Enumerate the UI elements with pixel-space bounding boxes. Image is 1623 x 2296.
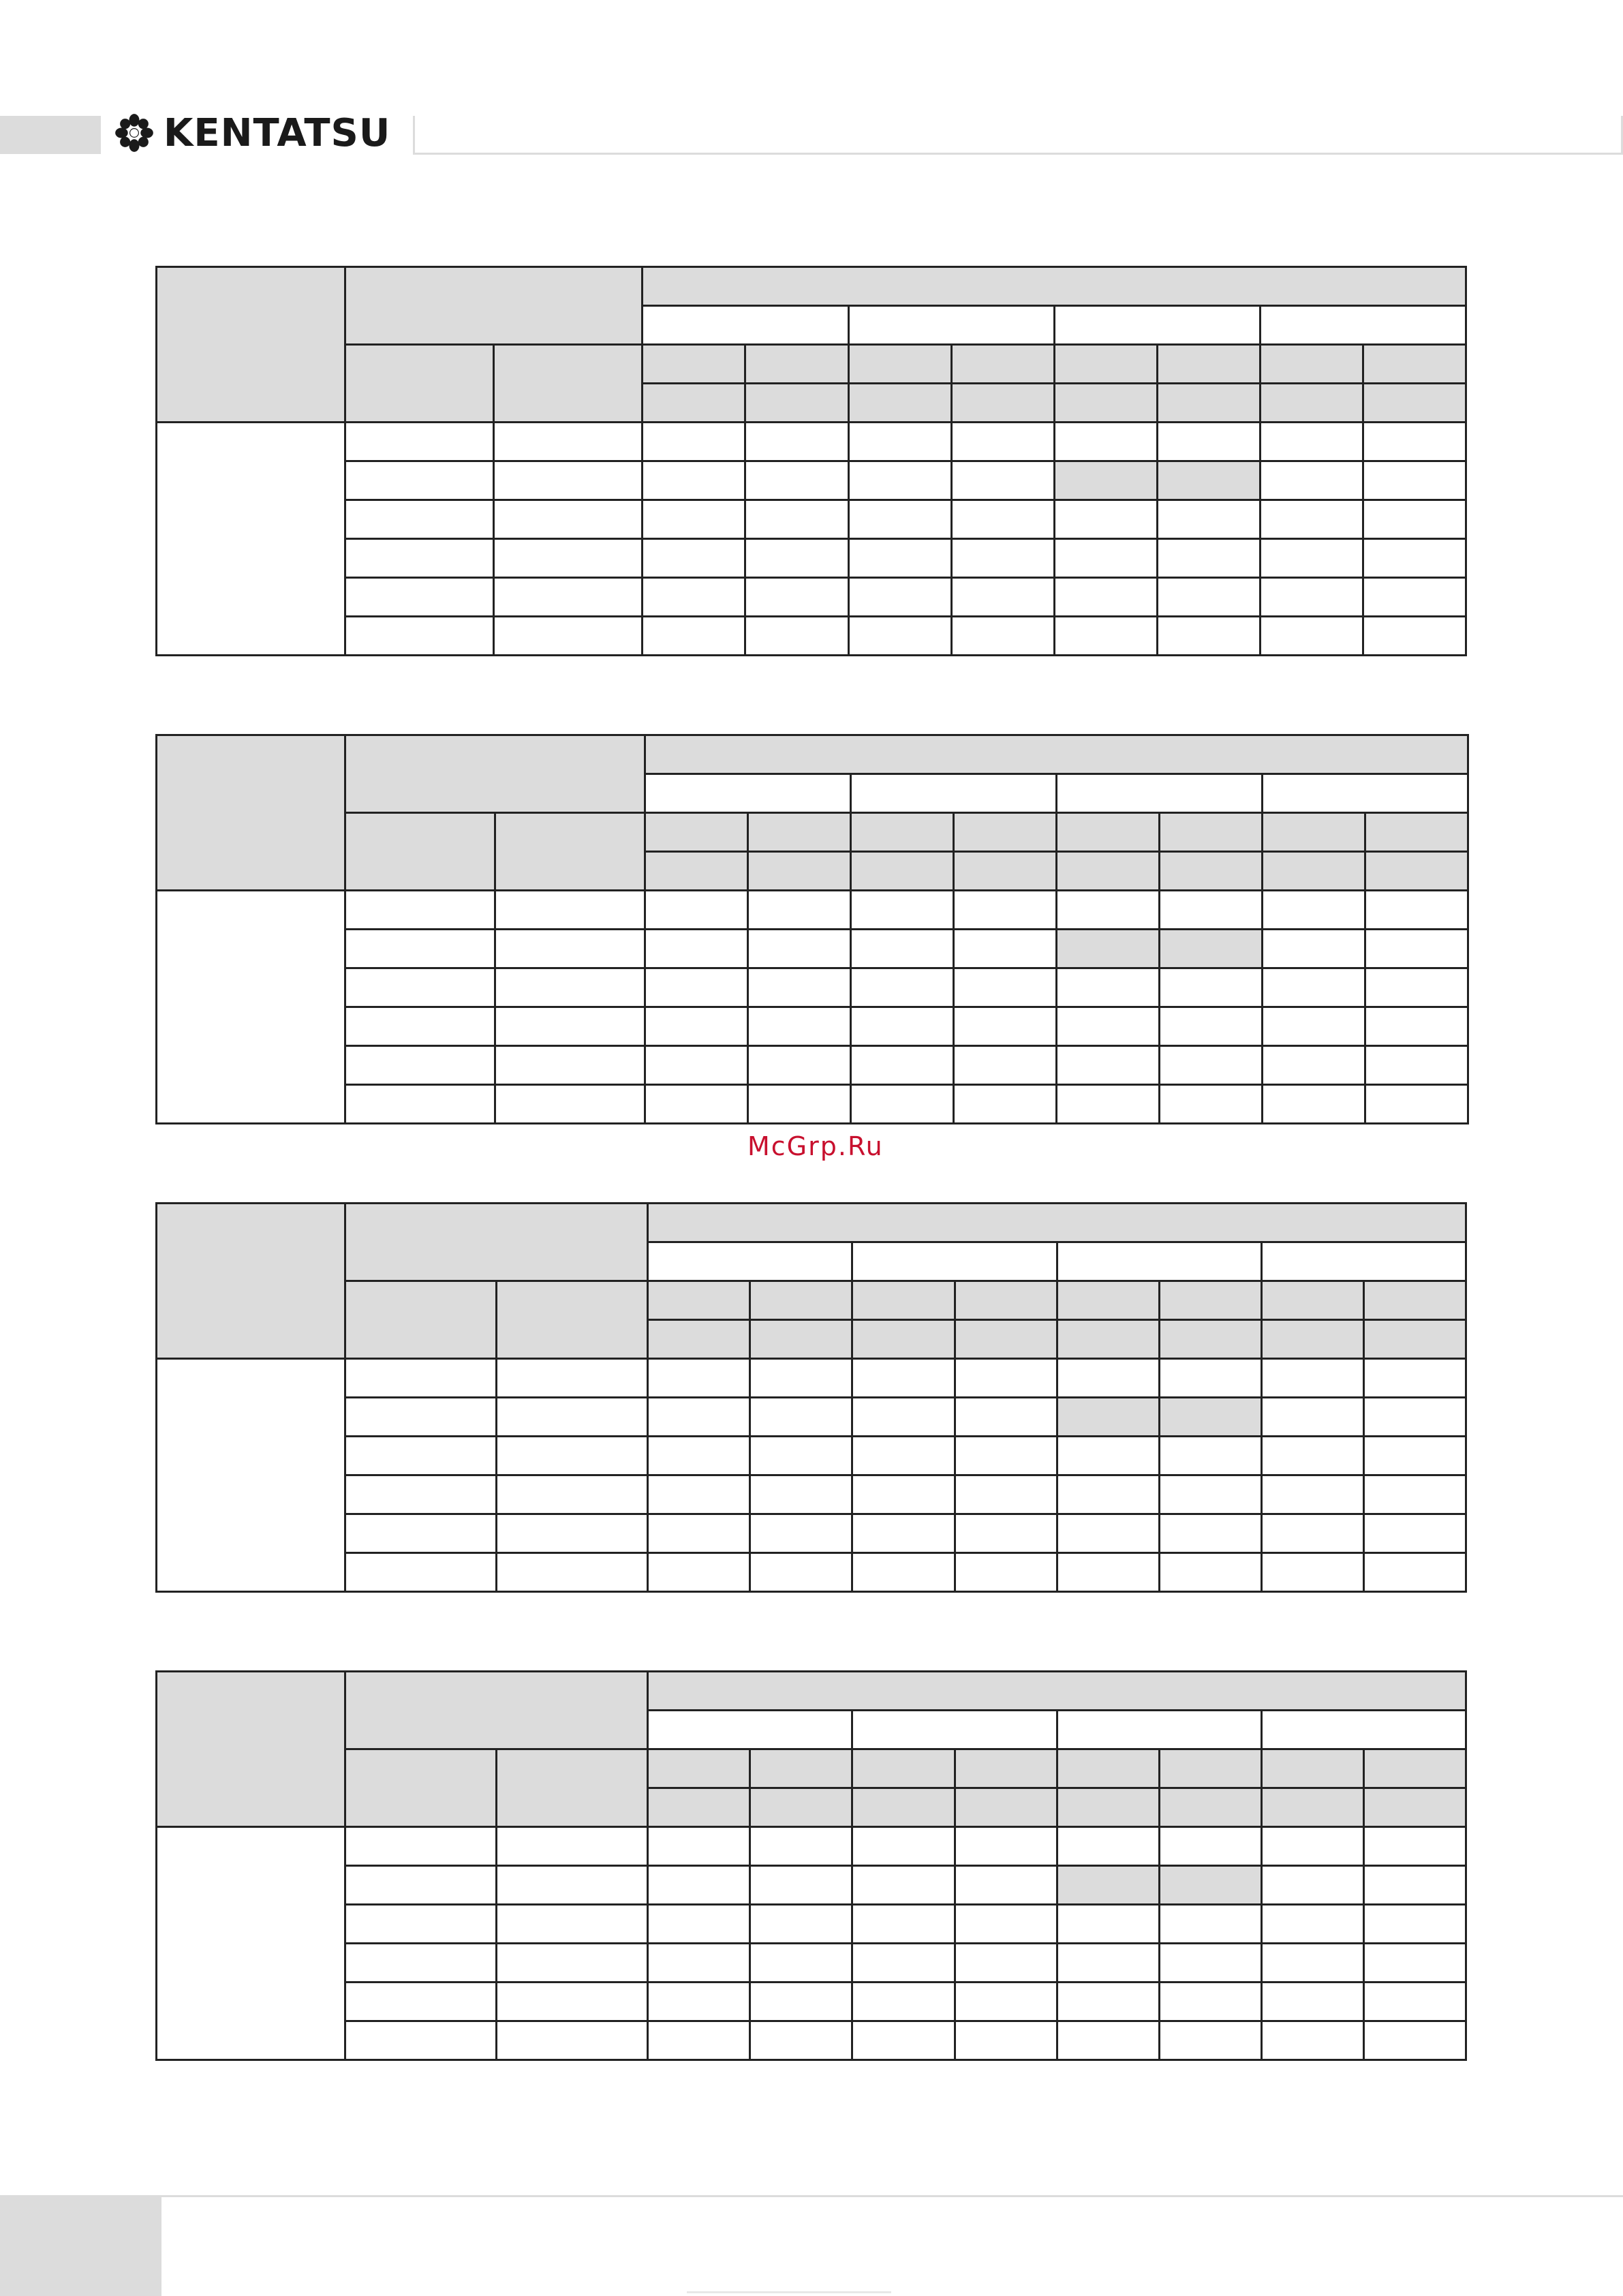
table-row <box>157 891 1468 930</box>
table-row <box>157 1944 1466 1983</box>
header-divider-left <box>413 116 415 154</box>
header-cell <box>497 1281 648 1359</box>
table-row <box>157 1866 1466 1905</box>
table-row <box>157 930 1468 968</box>
header-cell-model <box>157 1672 345 1827</box>
footer-page-block <box>0 2195 161 2296</box>
header-cell <box>494 345 643 423</box>
model-cell <box>157 1827 345 2060</box>
table-row <box>157 1437 1466 1475</box>
subheader-cell <box>1263 774 1468 813</box>
header-cell <box>345 345 494 423</box>
header-cell-group <box>645 735 1468 774</box>
spec-table-1 <box>155 266 1467 656</box>
table-row <box>157 1827 1466 1866</box>
gear-flower-icon <box>114 113 154 153</box>
table-row <box>157 1046 1468 1085</box>
spec-table-3 <box>155 1202 1467 1593</box>
subheader-cell <box>1261 1711 1466 1749</box>
header-cell-model <box>157 267 345 423</box>
subheader-cell <box>643 306 848 345</box>
subheader-cell <box>1057 1242 1261 1281</box>
table-row <box>157 539 1466 578</box>
table-row <box>157 1007 1468 1046</box>
table-row <box>157 1359 1466 1398</box>
subheader-cell <box>648 1711 852 1749</box>
footer-rule <box>0 2195 1623 2197</box>
header-cell-conditions <box>345 1672 648 1749</box>
header-cell-conditions <box>345 1204 648 1281</box>
table-row <box>157 2021 1466 2060</box>
subheader-cell <box>848 306 1054 345</box>
subheader-cell <box>851 774 1057 813</box>
subheader-cell <box>1057 1711 1261 1749</box>
header-accent-bar <box>0 116 101 154</box>
spec-table-2 <box>155 734 1469 1124</box>
header-cell <box>345 1281 497 1359</box>
table-row <box>157 578 1466 617</box>
subheader-cell <box>852 1242 1057 1281</box>
table-row <box>157 1514 1466 1553</box>
footer-stub-line <box>687 2291 891 2293</box>
header-cell <box>345 1749 497 1827</box>
header-cell <box>495 813 645 891</box>
table-row <box>157 500 1466 539</box>
table-row <box>157 461 1466 500</box>
subheader-cell <box>852 1711 1057 1749</box>
header-cell-group <box>648 1204 1466 1242</box>
header-cell-group <box>643 267 1466 306</box>
subheader-cell <box>1057 774 1263 813</box>
subheader-cell <box>648 1242 852 1281</box>
model-cell <box>157 423 345 656</box>
header-rule <box>413 153 1623 155</box>
header-cell-conditions <box>345 735 645 813</box>
table-row <box>157 968 1468 1007</box>
spec-table-4 <box>155 1670 1467 2061</box>
model-cell <box>157 891 345 1124</box>
watermark-text: McGrp.Ru <box>747 1131 884 1161</box>
brand-name: KENTATSU <box>164 110 391 155</box>
table-row <box>157 1553 1466 1592</box>
header-cell-group <box>648 1672 1466 1711</box>
table-row <box>157 1983 1466 2021</box>
header-cell <box>497 1749 648 1827</box>
header-cell-model <box>157 1204 345 1359</box>
header-cell-model <box>157 735 345 891</box>
table-row <box>157 1475 1466 1514</box>
table-row <box>157 423 1466 461</box>
table-row <box>157 1905 1466 1944</box>
table-row <box>157 1085 1468 1124</box>
subheader-cell <box>1261 1242 1466 1281</box>
subheader-cell <box>1260 306 1466 345</box>
model-cell <box>157 1359 345 1592</box>
header-cell <box>345 813 495 891</box>
subheader-cell <box>645 774 851 813</box>
table-row <box>157 1398 1466 1437</box>
header-cell-conditions <box>345 267 643 345</box>
table-row <box>157 617 1466 656</box>
subheader-cell <box>1054 306 1260 345</box>
brand-logo <box>114 109 390 157</box>
